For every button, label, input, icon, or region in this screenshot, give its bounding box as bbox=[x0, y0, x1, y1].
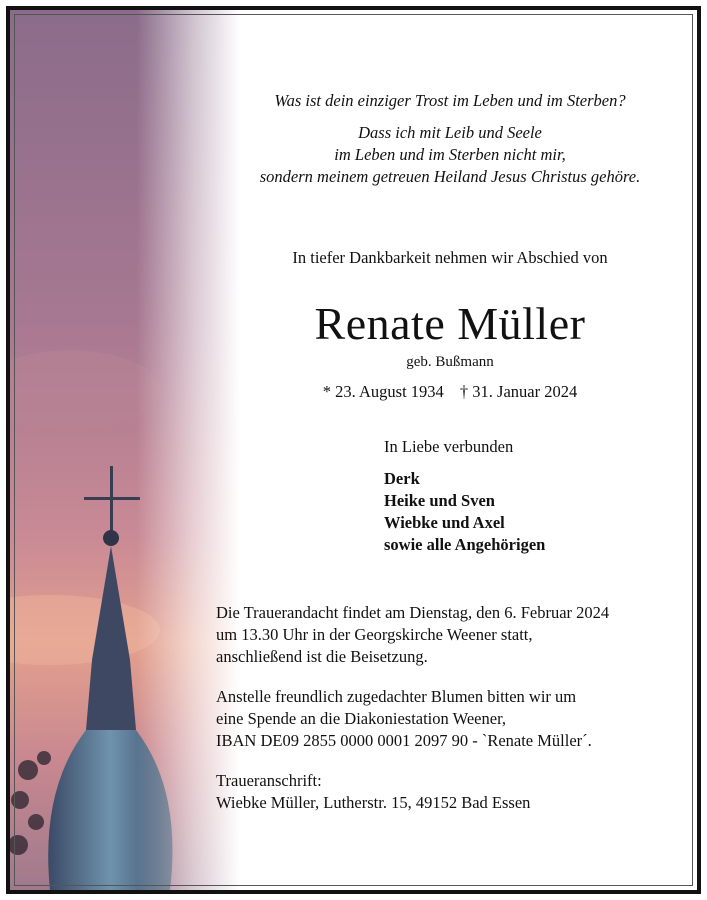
birth-name: geb. Bußmann bbox=[406, 354, 494, 370]
verse-answer bbox=[210, 122, 690, 188]
verse-answer-line: Dass ich mit Leib und Seele bbox=[358, 123, 542, 142]
verse-answer-line: sondern meinem getreuen Heiland Jesus Christus gehöre. bbox=[259, 167, 641, 186]
obituary-content bbox=[10, 10, 697, 890]
mourner-name: Heike und Sven bbox=[384, 491, 495, 510]
birth-date: * 23. August 1934 bbox=[322, 382, 444, 401]
mourning-address bbox=[216, 770, 686, 814]
donation-line: eine Spende an die Diakoniestation Weener, bbox=[216, 709, 507, 728]
funeral-details bbox=[216, 602, 686, 832]
address-label: Traueranschrift: bbox=[216, 771, 322, 790]
verse bbox=[210, 90, 690, 188]
mourner-name: Derk bbox=[384, 469, 420, 488]
mourners-label: In Liebe verbunden bbox=[384, 437, 514, 456]
service-line: Die Trauerandacht findet am Dienstag, den 6. Februar 2024 bbox=[216, 603, 610, 622]
mourner-name: sowie alle Angehörigen bbox=[384, 535, 546, 554]
mourners-names bbox=[384, 468, 545, 556]
donation-line: IBAN DE09 2855 0000 0001 2097 90 - `Renate Müller´. bbox=[216, 731, 592, 750]
verse-answer-line: im Leben und im Sterben nicht mir, bbox=[334, 145, 566, 164]
mourners bbox=[384, 436, 545, 556]
donation-line: Anstelle freundlich zugedachter Blumen bitten wir um bbox=[216, 687, 577, 706]
death-date: † 31. Januar 2024 bbox=[459, 382, 578, 401]
service-line: anschließend ist die Beisetzung. bbox=[216, 647, 428, 666]
mourner-name: Wiebke und Axel bbox=[384, 513, 505, 532]
obituary-frame bbox=[6, 6, 701, 894]
verse-question: Was ist dein einziger Trost im Leben und im Sterben? bbox=[274, 91, 626, 110]
service-line: um 13.30 Uhr in der Georgskirche Weener statt, bbox=[216, 625, 533, 644]
deceased-name: Renate Müller bbox=[314, 298, 586, 349]
life-dates bbox=[210, 382, 690, 402]
service-info bbox=[216, 602, 686, 668]
donation-info bbox=[216, 686, 686, 752]
address-text: Wiebke Müller, Lutherstr. 15, 49152 Bad Essen bbox=[216, 793, 531, 812]
farewell-intro: In tiefer Dankbarkeit nehmen wir Abschied von bbox=[292, 248, 608, 267]
